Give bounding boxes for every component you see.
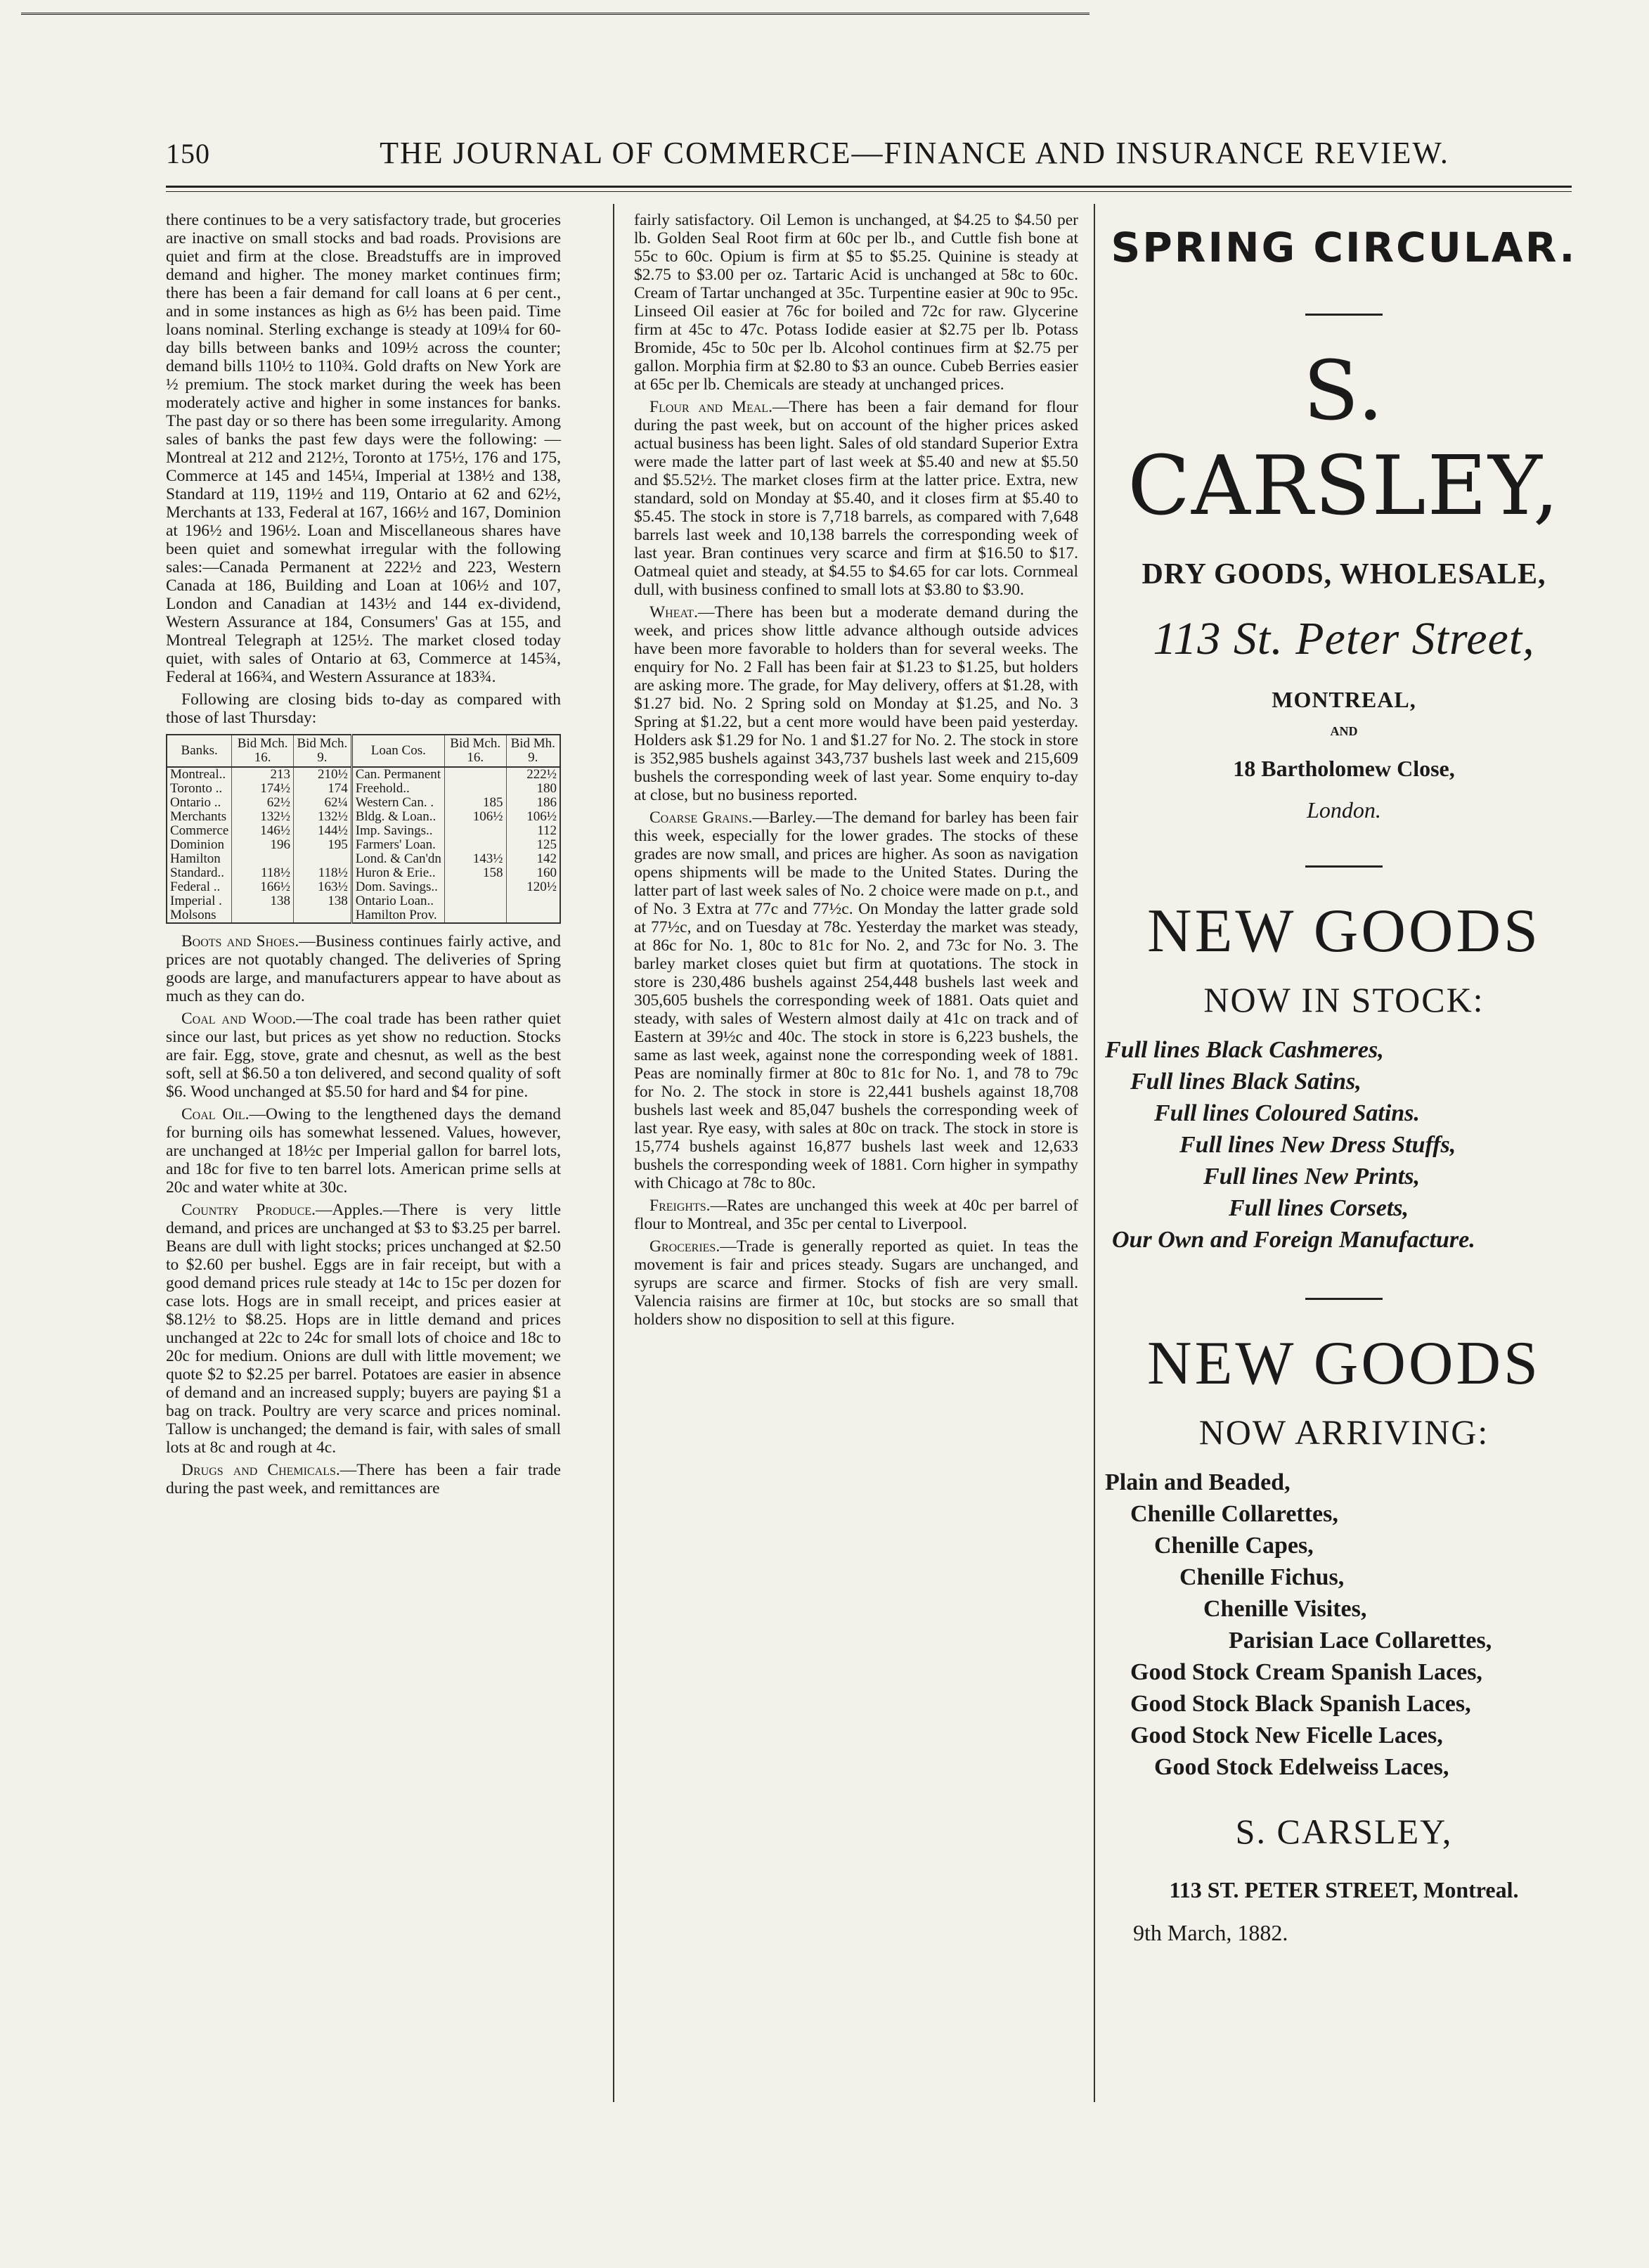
table-header-row [167,735,560,767]
grains-text: —Barley.—The demand for barley has been fair this week, especially for the lower grades. The stocks of these grades are now small, and prices are higher. As soon as navigation opens shipments will be made to the United States. During the latter part of last week sales of No. 2 choice were made on p.t., and of No. 3 Extra at 77c and 77½c. On Monday the latter grade sold at 77½c, and on Tuesday at 78c. Yesterday the market was steady, at 86c for No. 1, 80c to 81c for No. 2, and 73c for No. 3. The barley market closes quiet but firm at quotations. The stock in store is 230,486 bushels against 254,448 bushels last week and 305,605 bushels the corresponding week of 1881. Oats quiet and steady, with sales of Western almost daily at 41c on track and of Eastern at 39½c and 40c. The stock in store is 6,223 bushels, the same as last week, against none the corresponding week of 1881. Peas are nominally firmer at 80c to 81c for No. 1, and 78 to 79c for No. 2. The stock in store is 22,441 bushels against 18,708 bushels last week and 85,047 bushels the corresponding week of last year. Rye easy, with sales at 80c on track. The stock in store is 15,774 bushels against 16,877 bushels last week and 12,633 bushels the corresponding week of 1881. Corn higher in sympathy with Chicago at 78c to 80c. [634,808,1079,1192]
table-row [167,894,560,908]
ad-heading: SPRING CIRCULAR. [1111,224,1577,271]
table-cell: 132½ [232,810,294,824]
table-cell: 213 [232,767,294,782]
table-cell: 196 [232,838,294,852]
table-cell: 120½ [506,880,560,894]
table-cell: 166½ [232,880,294,894]
table-cell [232,908,294,923]
closing-bids-table [166,734,561,924]
table-cell: 138 [294,894,352,908]
table-cell: 125 [506,838,560,852]
ad-new-goods-2: NEW GOODS [1147,1329,1541,1398]
table-row [167,838,560,852]
ad-in-stock: NOW IN STOCK: [1203,980,1485,1019]
table-cell: 174½ [232,782,294,796]
page-number: 150 [166,138,210,169]
ad-divider [1305,1298,1383,1300]
table-row [167,852,560,866]
table-row [167,810,560,824]
table-cell: Dominion [167,838,232,852]
ad-london: London. [1307,797,1381,823]
table-row [167,782,560,796]
table-cell: Lond. & Can'dn [351,852,444,866]
table-cell: 158 [444,866,506,880]
table-cell: Federal .. [167,880,232,894]
table-cell: Ontario Loan.. [351,894,444,908]
table-cell [506,908,560,923]
ad-signature: S. CARSLEY, [1235,1812,1453,1851]
ad-list-item: Full lines New Prints, [1203,1164,1420,1190]
ad-list-item: Our Own and Foreign Manufacture. [1112,1227,1475,1253]
groceries [634,1237,1078,1329]
table-row [167,824,560,838]
table-cell: 144½ [294,824,352,838]
oil-heading: Coal Oil. [181,1105,250,1123]
table-cell: Bldg. & Loan.. [351,810,444,824]
table-cell: Imp. Savings.. [351,824,444,838]
col-header-bid-16: Bid Mch. 16. [232,735,294,767]
drugs-heading: Drugs and Chemicals. [181,1461,340,1479]
ad-list-item: Chenille Visites, [1203,1596,1367,1622]
table-cell: 160 [506,866,560,880]
boots-text: —Business continues fairly active, and prices are not quotably changed. The deliveries of Spring goods are large, and manufacturers appear to have about as much as they can do. [166,932,561,1005]
ad-firm-name: S. CARSLEY, [1127,344,1560,534]
table-cell [506,894,560,908]
table-body [167,767,560,923]
flour-text: —There has been a fair demand for flour during the past week, but on account of the higher prices asked actual business has been light. Sales of old standard Superior Extra were made the latter part of last week at $5.40 and new at $5.50 and $5.52½. The market closes firm at the latter price. Extra, new standard, sold on Monday at $5.40, and it closes firm at $5.40 to $5.45. The stock in store is 7,718 barrels, as compared with 7,648 barrels last week and 10,138 barrels the corresponding week of last year. Bran continues very scarce and firm at $16.50 to $17. Oatmeal quiet and steady, at $4.55 to $4.65 for car lots. Cornmeal dull, with business confined to small lots at $3.80 to $3.90. [634,398,1078,599]
coal-heading: Coal and Wood. [181,1010,297,1028]
table-cell: 163½ [294,880,352,894]
ad-list-item: Chenille Capes, [1154,1533,1314,1559]
grains-heading: Coarse Grains. [649,808,753,827]
column-divider-2 [1094,204,1095,2102]
table-cell: 143½ [444,852,506,866]
table-cell: Imperial . [167,894,232,908]
ad-list-item: Plain and Beaded, [1105,1469,1291,1495]
freights [634,1197,1078,1233]
table-cell: 210½ [294,767,352,782]
ad-list-item: Good Stock Cream Spanish Laces, [1130,1659,1482,1685]
groceries-text: —Trade is generally reported as quiet. In teas the movement is fair and prices steady. Sugars are unchanged, and syrups are scarce and firmer. Stocks of fish are very small. Valencia raisins are firmer at 10c, but stocks are so small that holders show no disposition to sell at this figure. [634,1237,1078,1329]
flour-heading: Flour and Meal. [649,398,773,416]
table-cell: Freehold.. [351,782,444,796]
table-cell: Montreal.. [167,767,232,782]
column-divider-1 [613,204,614,2102]
table-cell: 142 [506,852,560,866]
coarse-grains [634,808,1078,1192]
table-cell [444,838,506,852]
col-header-banks: Banks. [167,735,232,767]
ad-and: AND [1330,724,1358,738]
coal-and-wood [166,1010,561,1101]
produce-text: —Apples.—There is very little demand, and prices are unchanged at $3 to $3.25 per barrel. Beans are dull with light stocks; prices unchanged at $2.50 to $2.60 per bushel. Eggs are in fair receipt, but with a good demand prices rule steady at 14c to 15c per dozen for case lots. Hogs are in small receipt, and prices easier at $8.12½ to $8.25. Hops are in little demand and prices unchanged at 22c to 24c for small lots of choice and 18c to 20c for medium. Onions are dull with little movement; we quote $2 to $2.25 per barrel. Potatoes are easier in absence of demand and an increased supply; buyers are paying $1 a bag on track. Poultry are very scarce and prices nominal. Tallow is unchanged; the demand is fair, with sales of small lots at 8c and rough at 4c. [166,1201,561,1457]
ad-list-item: Full lines Black Cashmeres, [1105,1037,1384,1063]
drugs-and-chemicals [166,1461,561,1497]
produce-heading: Country Produce. [181,1201,316,1219]
table-cell: 174 [294,782,352,796]
ad-divider [1305,314,1383,316]
header-rule-thin [166,191,1572,192]
col-header-loan-bid-16: Bid Mch. 16. [444,735,506,767]
table-cell: 186 [506,796,560,810]
table-cell [294,908,352,923]
table-cell: Commerce [167,824,232,838]
table-cell: 185 [444,796,506,810]
table-cell: Ontario .. [167,796,232,810]
table-cell: 106½ [506,810,560,824]
table-row [167,880,560,894]
header-rule [166,186,1572,188]
boots-heading: Boots and Shoes. [181,932,299,951]
table-cell: 112 [506,824,560,838]
column-1 [166,211,561,1502]
wheat-text: —There has been but a moderate demand during the week, and prices show little advance although outside advices have been more favorable to holders than for several weeks. The enquiry for No. 2 Fall has been fair at $1.23 to $1.25, but holders are asking more. The grade, for May delivery, offers at $1.28, with $1.27 bid. No. 2 Spring sold on Monday at $1.25, and No. 3 Spring at $1.22, but a cent more would have been paid yesterday. Holders ask $1.29 for No. 1 and $1.27 for No. 2. The stock in store is 352,985 bushels against 343,737 bushels last week and 215,609 bushels the corresponding week of last year. Some enquiry to-day at close, but no business reported. [634,603,1078,804]
coal-oil [166,1105,561,1197]
table-row [167,908,560,923]
table-row [167,767,560,782]
table-cell [294,852,352,866]
table-cell: Dom. Savings.. [351,880,444,894]
ad-list-item: Chenille Fichus, [1179,1564,1345,1590]
ad-divider [1305,865,1383,868]
wheat [634,603,1078,804]
table-cell: 62¼ [294,796,352,810]
table-cell [444,824,506,838]
top-rule [21,13,1089,15]
drugs-text: —There has been a fair trade during the past week, and remittances are [166,1461,561,1497]
table-cell: 146½ [232,824,294,838]
table-cell: Huron & Erie.. [351,866,444,880]
page-header [166,135,1565,171]
table-cell: Toronto .. [167,782,232,796]
table-cell: 118½ [232,866,294,880]
col-header-loan-bid-9: Bid Mh. 9. [506,735,560,767]
table-cell [444,767,506,782]
table-cell [444,782,506,796]
table-cell [444,908,506,923]
oil-text: —Owing to the lengthened days the demand for burning oils has somewhat lessened. Values, however, are unchanged at 18½c per Imperial gallon for barrel lots, and 18c for five to ten barrel lots. American prime sells at 20c and water white at 30c. [166,1105,562,1197]
wheat-heading: Wheat. [649,603,698,621]
ad-list-item: Full lines Coloured Satins. [1154,1100,1420,1126]
table-cell: 195 [294,838,352,852]
ad-list-item: Good Stock Black Spanish Laces, [1130,1691,1471,1717]
ad-list-item: Full lines Black Satins, [1130,1069,1362,1095]
table-row [167,796,560,810]
table-cell: Merchants [167,810,232,824]
table-cell: 132½ [294,810,352,824]
table-cell: 180 [506,782,560,796]
table-cell: 106½ [444,810,506,824]
table-cell: Molsons [167,908,232,923]
ad-list-item: Parisian Lace Collarettes, [1229,1628,1492,1654]
ad-arriving-list [1105,1467,1583,1783]
table-cell: Standard.. [167,866,232,880]
table-cell: Farmers' Loan. [351,838,444,852]
ad-city: MONTREAL, [1272,687,1416,712]
freights-heading: Freights. [649,1197,711,1215]
journal-title: THE JOURNAL OF COMMERCE—FINANCE AND INSURANCE REVIEW. [380,136,1449,170]
groceries-heading: Groceries. [649,1237,720,1256]
market-summary: there continues to be a very satisfactory trade, but groceries are inactive on small stocks and bad roads. Provisions are quiet and firm at the close. Breadstuffs are in improved demand and higher. The money market continues firm; there has been a fair demand for call loans at 6 per cent., and in some instances as high as 6½ has been paid. Time loans nominal. Sterling exchange is steady at 109¼ for 60-day bills between banks and 109½ across the counter; demand bills 110½ to 110¾. Gold drafts on New York are ½ premium. The stock market during the week has been moderately active and higher in some instances for banks. The past day or so there has been some irregularity. Among sales of banks the past few days were the following: —Montreal at 212 and 212½, Toronto at 175½, 176 and 175, Commerce at 145 and 145¼, Imperial at 138½ and 138, Standard at 119, 119½ and 119, Ontario at 62 and 62½, Merchants at 133, Federal at 167, 166½ and 167, Dominion at 196½ and 196½. Loan and Miscellaneous shares have been quiet and somewhat irregular with the following sales:—Canada Permanent at 222½ and 223, Western Canada at 186, Building and Loan at 106½ and 107, London and Canadian at 143½ and 144 ex-dividend, Western Assurance at 184, Consumers' Gas at 155, and Montreal Telegraph at 125½. The market closed today quiet, with sales of Ontario at 63, Commerce at 145¾, Federal at 166¾, and Western Assurance at 183¾. [166,211,561,686]
ad-date: 9th March, 1882. [1133,1920,1288,1945]
table-cell: Western Can. . [351,796,444,810]
ad-signature-address: 113 ST. PETER STREET, Montreal. [1169,1877,1519,1902]
table-row [167,866,560,880]
ad-london-address: 18 Bartholomew Close, [1233,756,1455,781]
table-cell [444,880,506,894]
ad-list-item: Good Stock New Ficelle Laces, [1130,1722,1443,1748]
col-header-bid-9: Bid Mch. 9. [294,735,352,767]
table-cell: 62½ [232,796,294,810]
ad-list-item: Chenille Collarettes, [1130,1501,1338,1527]
ad-stock-list [1105,1034,1583,1256]
freights-text: —Rates are unchanged this week at 40c per barrel of flour to Montreal, and 35c per cental to Liverpool. [634,1197,1078,1233]
boots-and-shoes [166,932,561,1005]
table-cell: Hamilton [167,852,232,866]
ad-new-goods-1: NEW GOODS [1147,897,1541,965]
table-cell: 118½ [294,866,352,880]
drugs-continued: fairly satisfactory. Oil Lemon is unchanged, at $4.25 to $4.50 per lb. Golden Seal Root firm at 60c per lb., and Cuttle fish bone at 55c to 60c. Opium is firm at $5 to $5.25. Quinine is steady at $2.75 to $3.00 per oz. Tartaric Acid is unchanged at 58c to 60c. Cream of Tartar unchanged at 35c. Turpentine easier at 90c to 95c. Linseed Oil easier at 76c for boiled and 72c for raw. Glycerine firm at 45c to 47c. Potass Iodide easier at $2.75 per lb. Potass Bromide, 45c to 50c per lb. Alcohol continues firm at $2.75 per gallon. Morphia firm at $2.80 to $3 an ounce. Cubeb Berries easier at 65c per lb. Chemicals are steady at unchanged prices. [634,211,1078,394]
ad-list-item: Good Stock Edelweiss Laces, [1154,1754,1449,1780]
flour-and-meal [634,398,1078,599]
col-header-loan-cos: Loan Cos. [351,735,444,767]
closing-bids-intro: Following are closing bids to-day as compared with those of last Thursday: [166,690,561,727]
table-cell: Hamilton Prov. [351,908,444,923]
ad-business: DRY GOODS, WHOLESALE, [1142,558,1546,591]
ad-arriving: NOW ARRIVING: [1198,1412,1489,1452]
column-2 [634,211,1078,1333]
carsley-advertisement [1105,211,1583,1946]
country-produce [166,1201,561,1457]
table-cell: 138 [232,894,294,908]
ad-list-item: Full lines New Dress Stuffs, [1179,1132,1456,1158]
table-cell: Can. Permanent [351,767,444,782]
table-cell [444,894,506,908]
ad-street: 113 St. Peter Street, [1153,613,1535,664]
table-cell: 222½ [506,767,560,782]
ad-list-item: Full lines Corsets, [1229,1195,1409,1221]
coal-text: —The coal trade has been rather quiet since our last, but prices as yet show no reduction. Stocks are fair. Egg, stove, grate and chesnut, as well as the best soft, sell at $6.50 a ton delivered, and second quality of soft $6. Wood unchanged at $5.50 for hard and $4 for pine. [166,1010,561,1101]
table-cell [232,852,294,866]
